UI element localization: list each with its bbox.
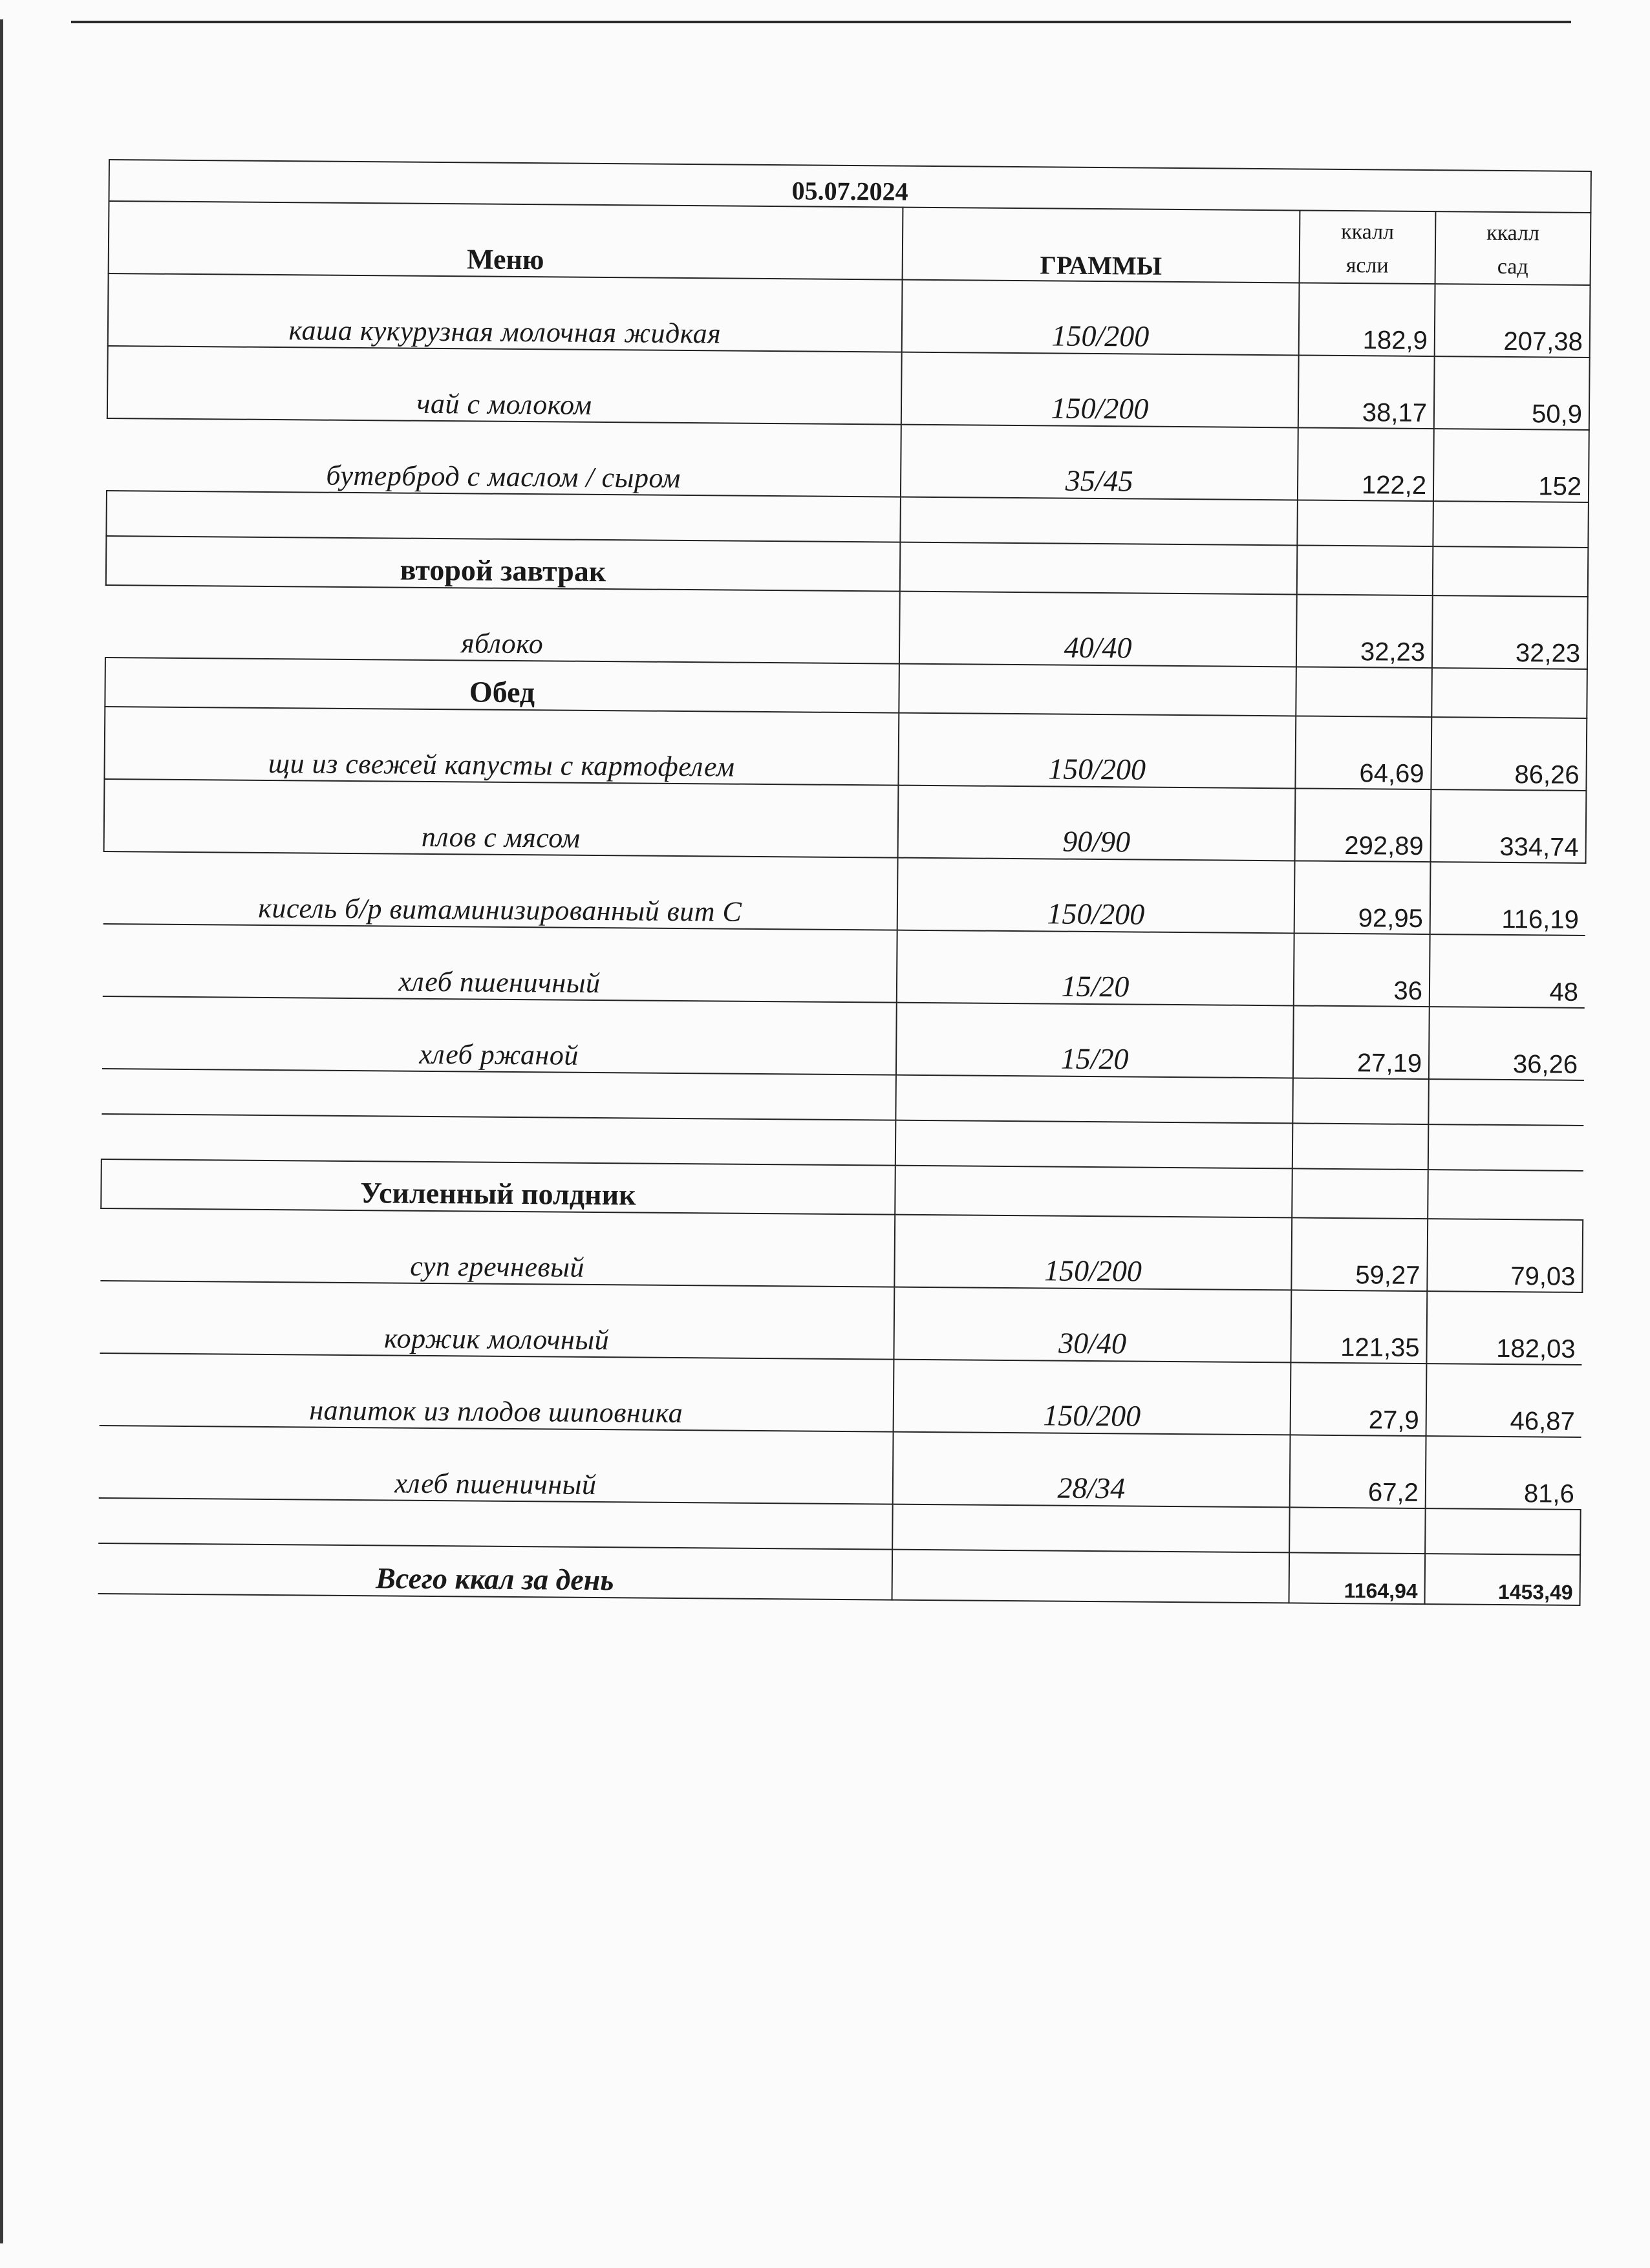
blank-cell [1428, 1170, 1583, 1220]
blank-cell [102, 1069, 896, 1120]
table-row [107, 346, 1590, 430]
dish-kcal-garden: 36,26 [1429, 1007, 1585, 1080]
dish-kcal-nursery: 122,2 [1298, 427, 1434, 501]
dish-name: каша кукурузная молочная жидкая [108, 273, 903, 352]
table-row [108, 273, 1591, 358]
dish-kcal-garden: 46,87 [1426, 1364, 1582, 1437]
dish-grams: 150/200 [897, 858, 1295, 934]
total-kcal-garden: 1453,49 [1425, 1554, 1581, 1605]
blank-cell [900, 542, 1298, 595]
dish-grams: 15/20 [896, 1003, 1294, 1078]
dish-kcal-nursery: 182,9 [1299, 283, 1435, 356]
table-row [104, 779, 1587, 863]
header-kcal-nursery-top: ккалл [1341, 219, 1395, 244]
dish-kcal-nursery: 38,17 [1298, 355, 1435, 429]
dish-kcal-garden: 116,19 [1430, 862, 1586, 936]
dish-name: бутерброд с маслом / сыром [107, 418, 901, 497]
dish-kcal-garden: 81,6 [1426, 1436, 1581, 1510]
blank-cell [895, 1075, 1293, 1124]
dish-name: плов с мясом [104, 779, 899, 858]
blank-cell [1296, 667, 1432, 717]
table-row [100, 1208, 1583, 1292]
dish-grams: 40/40 [899, 592, 1297, 667]
blank-cell [1431, 668, 1587, 718]
dish-kcal-nursery: 27,19 [1293, 1005, 1430, 1079]
total-kcal-nursery: 1164,94 [1289, 1552, 1426, 1604]
dish-name: хлеб пшеничный [99, 1426, 894, 1504]
dish-kcal-nursery: 121,35 [1291, 1290, 1427, 1364]
dish-kcal-garden: 152 [1433, 429, 1589, 502]
dish-grams: 35/45 [901, 425, 1298, 500]
blank-cell [1433, 501, 1589, 548]
dish-grams: 15/20 [897, 930, 1294, 1006]
blank-cell [892, 1504, 1290, 1553]
dish-kcal-nursery: 64,69 [1295, 716, 1431, 789]
dish-kcal-garden: 334,74 [1431, 789, 1587, 863]
dish-name: напиток из плодов шиповника [100, 1353, 894, 1432]
dish-kcal-nursery: 27,9 [1291, 1362, 1427, 1436]
table-row [105, 585, 1588, 669]
dish-kcal-garden: 32,23 [1432, 595, 1588, 669]
header-row [109, 201, 1591, 285]
dish-name: хлеб пшеничный [103, 924, 897, 1003]
blank-cell [1433, 546, 1589, 597]
total-label: Всего ккал за день [98, 1543, 893, 1600]
table-row [104, 707, 1587, 791]
dish-kcal-nursery: 36 [1294, 933, 1430, 1007]
dish-grams: 90/90 [898, 786, 1296, 861]
dish-name: щи из свежей капусты с картофелем [104, 707, 899, 786]
table-row [102, 996, 1585, 1080]
blank-cell [895, 1120, 1293, 1169]
blank-cell [1292, 1168, 1428, 1219]
dish-grams: 150/200 [894, 1360, 1291, 1435]
blank-cell [1428, 1124, 1584, 1171]
header-kcal-nursery [1300, 210, 1436, 284]
dish-grams: 150/200 [894, 1215, 1292, 1290]
dish-kcal-nursery: 59,27 [1291, 1217, 1428, 1291]
dish-kcal-nursery: 32,23 [1296, 594, 1433, 668]
dish-kcal-nursery: 67,2 [1290, 1435, 1426, 1508]
header-kcal-garden-top: ккалл [1486, 220, 1540, 246]
blank-cell [1292, 1123, 1429, 1170]
dish-kcal-nursery: 92,95 [1294, 861, 1431, 934]
menu-document [98, 159, 1591, 1606]
blank-cell [1428, 1079, 1584, 1126]
table-row [103, 851, 1586, 936]
dish-name: яблоко [105, 585, 900, 664]
dish-name: чай с молоком [107, 346, 902, 425]
dish-name: кисель б/р витаминизированный вит С [103, 851, 898, 930]
table-row [103, 924, 1585, 1008]
dish-kcal-garden: 79,03 [1427, 1219, 1583, 1292]
dish-name: суп гречневый [100, 1208, 895, 1287]
table-row [99, 1426, 1581, 1510]
blank-cell [892, 1550, 1290, 1603]
blank-cell [102, 1114, 896, 1166]
header-kcal-nursery-bottom: ясли [1345, 253, 1389, 278]
blank-cell [1297, 545, 1433, 595]
scan-top-edge-line [71, 21, 1571, 23]
blank-cell [900, 497, 1298, 546]
table-row [100, 1281, 1582, 1365]
blank-cell [1425, 1508, 1581, 1555]
table-row [107, 418, 1589, 502]
blank-cell [895, 1166, 1292, 1218]
section-title-lunch: Обед [105, 658, 899, 713]
dish-kcal-garden: 182,03 [1426, 1291, 1582, 1365]
dish-grams: 150/200 [902, 280, 1300, 356]
total-row [98, 1543, 1581, 1605]
header-kcal-garden [1435, 211, 1591, 285]
blank-cell [98, 1498, 893, 1550]
blank-cell [1292, 1078, 1429, 1124]
dish-kcal-garden: 86,26 [1431, 717, 1587, 791]
blank-cell [106, 491, 901, 542]
daily-menu-table [98, 159, 1592, 1606]
blank-cell [1289, 1507, 1426, 1554]
dish-kcal-garden: 207,38 [1435, 284, 1591, 358]
table-row [100, 1353, 1582, 1437]
dish-grams: 30/40 [894, 1287, 1291, 1363]
blank-cell [1297, 500, 1433, 546]
section-title-snack: Усиленный полдник [101, 1159, 895, 1215]
dish-grams: 150/200 [898, 713, 1296, 789]
dish-name: коржик молочный [100, 1281, 894, 1360]
menu-date: 05.07.2024 [109, 160, 1591, 213]
section-title-second-breakfast: второй завтрак [106, 536, 901, 592]
dish-kcal-nursery: 292,89 [1295, 788, 1431, 862]
header-kcal-garden-bottom: сад [1497, 254, 1528, 279]
dish-name: хлеб ржаной [102, 996, 897, 1075]
header-grams: ГРАММЫ [903, 208, 1300, 283]
dish-kcal-garden: 48 [1430, 934, 1585, 1008]
dish-grams: 28/34 [893, 1432, 1291, 1508]
blank-cell [899, 664, 1296, 716]
header-menu: Меню [109, 201, 903, 280]
scan-left-edge [0, 19, 3, 2243]
dish-kcal-garden: 50,9 [1434, 356, 1590, 430]
dish-grams: 150/200 [901, 352, 1299, 428]
